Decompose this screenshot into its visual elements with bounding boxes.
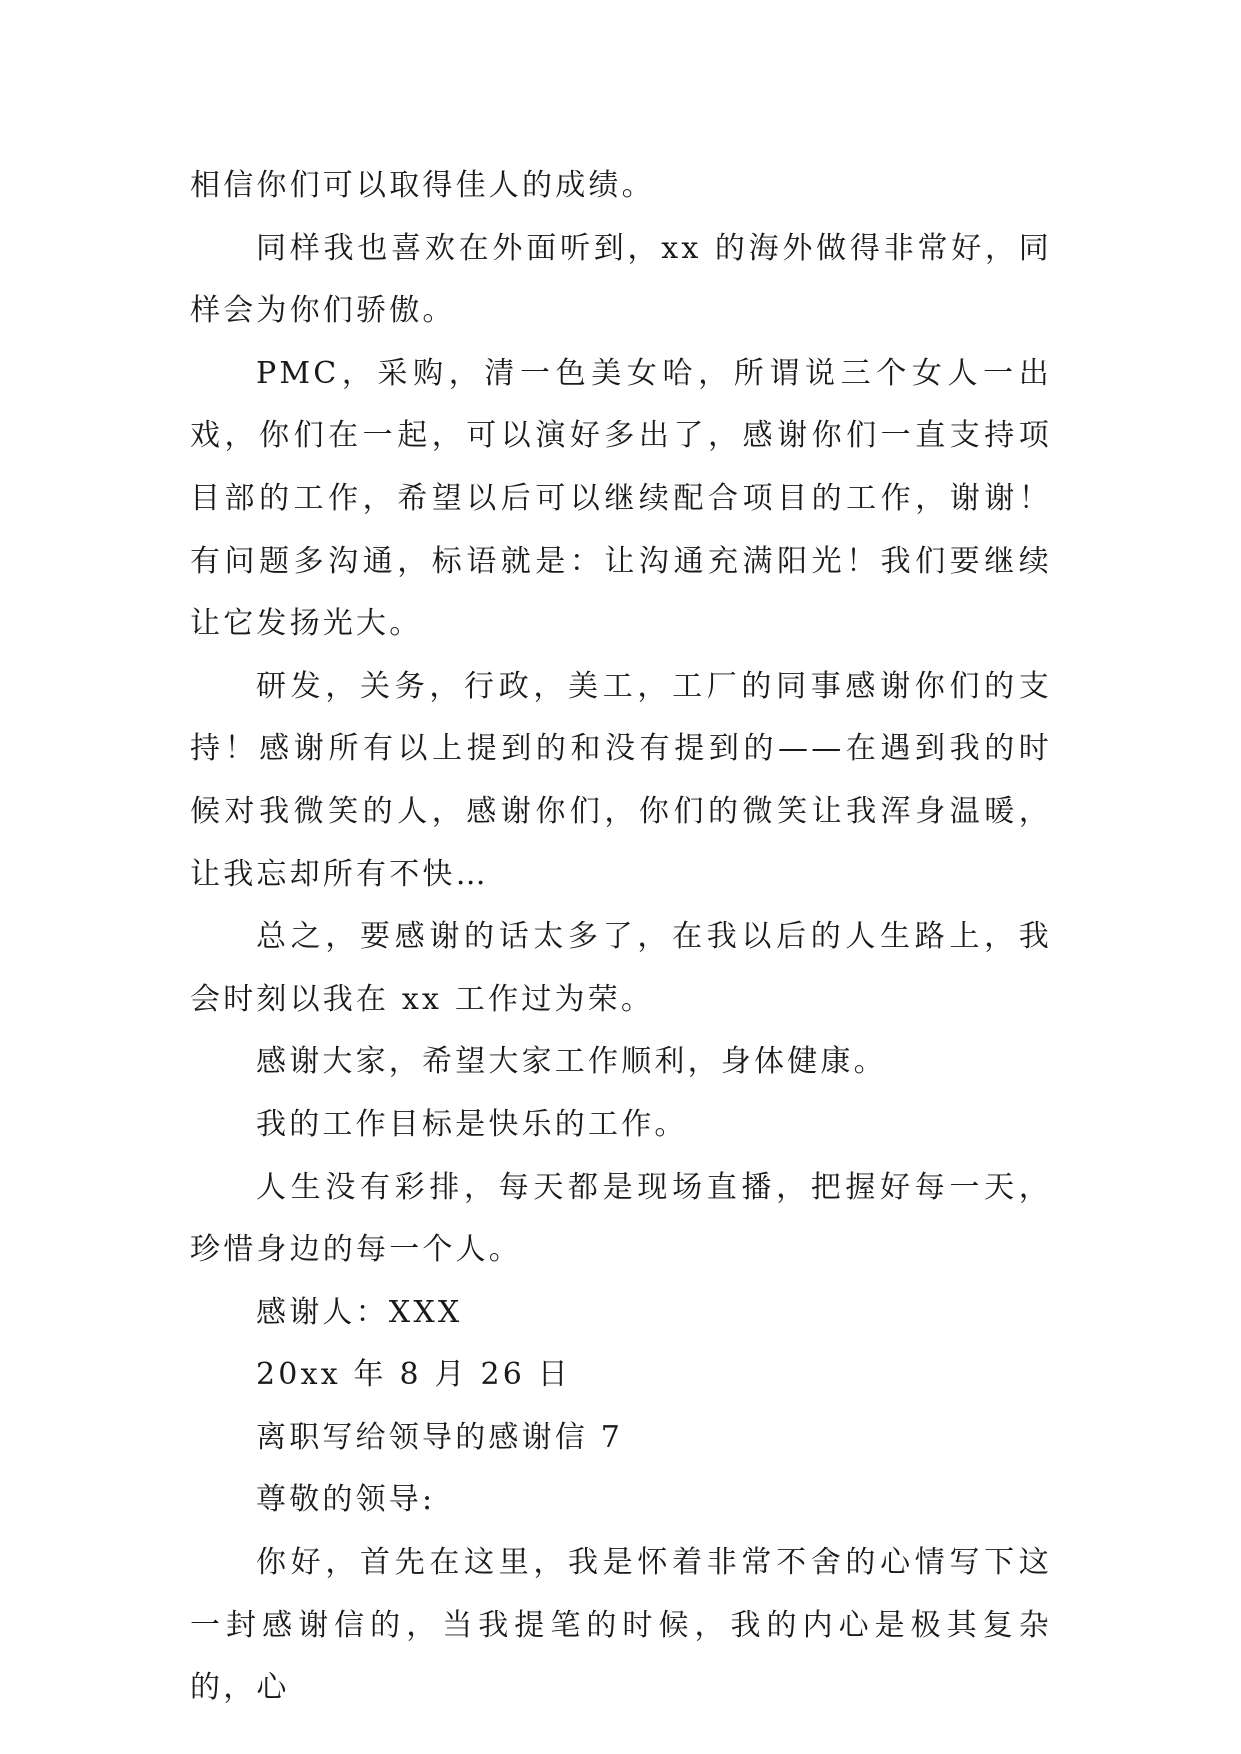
- date-line: 20xx 年 8 月 26 日: [256, 1357, 571, 1393]
- paragraph-final: 你好，首先在这里，我是怀着非常不舍的心情写下这一封感谢信的，当我提笔的时候，我的内心是极其复杂的，心: [190, 1545, 1052, 1706]
- signature-line: 感谢人：XXX: [256, 1294, 463, 1330]
- salutation: 尊敬的领导:: [256, 1482, 436, 1518]
- section-title: 离职写给领导的感谢信 7: [256, 1419, 624, 1455]
- document-body: [190, 155, 1052, 1720]
- paragraph-1: 相信你们可以取得佳人的成绩。: [190, 168, 655, 203]
- paragraph-5: 总之，要感谢的话太多了，在我以后的人生路上，我会时刻以我在 xx 工作过为荣。: [190, 919, 1052, 1017]
- paragraph-3: PMC，采购，清一色美女哈，所谓说三个女人一出戏，你们在一起，可以演好多出了，感谢你们一直支持项目部的工作，希望以后可以继续配合项目的工作，谢谢！有问题多沟通，标语就是：让沟通充满阳光！我们要继续让它发扬光大。: [190, 355, 1052, 642]
- paragraph-6: 感谢大家，希望大家工作顺利，身体健康。: [256, 1044, 887, 1080]
- paragraph-2: 同样我也喜欢在外面听到，xx 的海外做得非常好，同样会为你们骄傲。: [190, 230, 1052, 329]
- paragraph-4: 研发，关务，行政，美工，工厂的同事感谢你们的支持！感谢所有以上提到的和没有提到的——在遇到我的时候对我微笑的人，感谢你们，你们的微笑让我浑身温暖，让我忘却所有不快…: [190, 668, 1052, 892]
- paragraph-8: 人生没有彩排，每天都是现场直播，把握好每一天，珍惜身边的每一个人。: [190, 1169, 1052, 1268]
- paragraph-7: 我的工作目标是快乐的工作。: [256, 1106, 688, 1142]
